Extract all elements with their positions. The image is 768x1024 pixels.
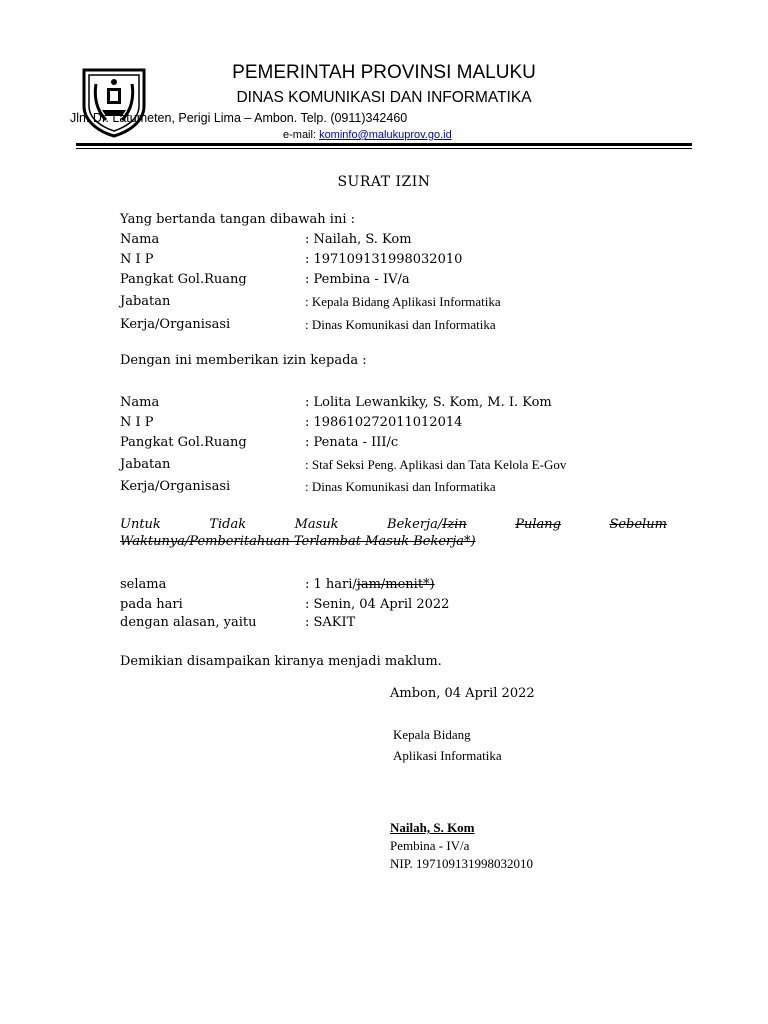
field-value: : Kepala Bidang Aplikasi Informatika	[305, 294, 501, 309]
field-value: : Nailah, S. Kom	[305, 232, 412, 247]
signer-position-line1: Kepala Bidang	[393, 727, 471, 742]
field-value: : 198610272011012014	[305, 415, 463, 430]
purpose-paragraph	[120, 517, 667, 549]
field-label: Pangkat Gol.Ruang	[120, 272, 247, 287]
signer-nip: NIP. 197109131998032010	[390, 856, 534, 871]
purpose-word: Bekerja/Izin	[387, 517, 467, 532]
field-value: : Senin, 04 April 2022	[305, 597, 450, 612]
header-address: Jln. Dr. Latumeten, Perigi Lima – Ambon. Telp. (0911)342460	[70, 111, 408, 125]
letter-title: SURAT IZIN	[337, 174, 431, 190]
field-label: Jabatan	[120, 457, 171, 472]
header-agency-name: DINAS KOMUNIKASI DAN INFORMATIKA	[236, 89, 532, 106]
purpose-word: Tidak	[209, 517, 247, 532]
field-label: N I P	[120, 415, 154, 430]
field-label: Kerja/Organisasi	[120, 479, 231, 494]
header-email-link[interactable]: kominfo@malukuprov.go.id	[319, 129, 452, 141]
header-divider-thick	[76, 143, 692, 146]
field-value: : 197109131998032010	[305, 252, 463, 267]
field-label: N I P	[120, 252, 154, 267]
field-value: : Dinas Komunikasi dan Informatika	[305, 479, 496, 494]
purpose-struck-word: Pulang	[515, 517, 561, 532]
field-value: : 1 hari/jam/menit*)	[305, 577, 435, 592]
signer-rank: Pembina - IV/a	[390, 838, 470, 853]
field-label: Nama	[120, 232, 160, 247]
purpose-word: Untuk	[120, 517, 161, 532]
field-value: : Penata - III/c	[305, 435, 399, 450]
header-email-label: e-mail:	[283, 129, 320, 141]
field-label: Kerja/Organisasi	[120, 317, 231, 332]
purpose-struck-word: Sebelum	[609, 517, 667, 532]
header-government-name: PEMERINTAH PROVINSI MALUKU	[232, 62, 536, 83]
field-label: Pangkat Gol.Ruang	[120, 435, 247, 450]
field-value: : Lolita Lewankiky, S. Kom, M. I. Kom	[305, 395, 552, 410]
header-divider-thin	[76, 148, 692, 149]
closing-text: Demikian disampaikan kiranya menjadi maklum.	[120, 654, 442, 669]
grant-intro-text: Dengan ini memberikan izin kepada :	[120, 353, 367, 368]
place-date: Ambon, 04 April 2022	[390, 686, 535, 701]
purpose-word: Masuk	[294, 517, 339, 532]
signer-position-line2: Aplikasi Informatika	[393, 748, 502, 763]
field-value: : Dinas Komunikasi dan Informatika	[305, 317, 496, 332]
field-label: dengan alasan, yaitu	[120, 615, 257, 630]
intro-text: Yang bertanda tangan dibawah ini :	[120, 212, 355, 227]
field-value: : Pembina - IV/a	[305, 272, 410, 287]
field-value: : SAKIT	[305, 615, 356, 630]
field-label: pada hari	[120, 597, 183, 612]
signer-name: Nailah, S. Kom	[390, 820, 475, 835]
field-label: Jabatan	[120, 294, 171, 309]
purpose-struck-line: Waktunya/Pemberitahuan Terlambat Masuk Bekerja*)	[120, 534, 476, 549]
field-label: selama	[120, 577, 167, 592]
field-label: Nama	[120, 395, 160, 410]
header-email-line	[283, 129, 452, 141]
field-value: : Staf Seksi Peng. Aplikasi dan Tata Kelola E-Gov	[305, 457, 567, 472]
